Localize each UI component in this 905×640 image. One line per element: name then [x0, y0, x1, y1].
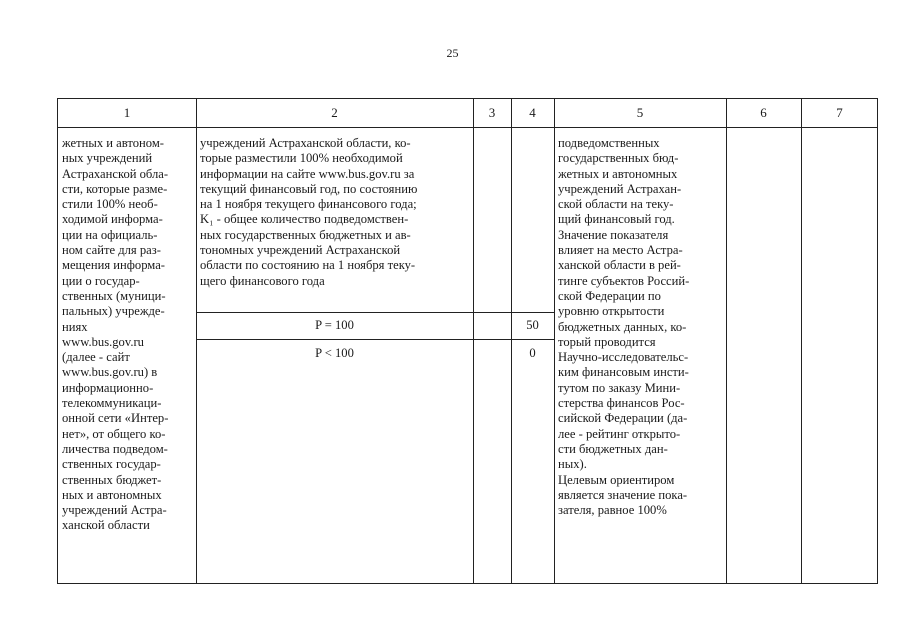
header-divider: [58, 127, 877, 128]
condition-cell: P = 100: [315, 318, 354, 332]
text-line: www.bus.gov.ru: [62, 334, 144, 349]
row-divider: [196, 312, 554, 313]
text-line: сти, которые разме-: [62, 181, 168, 196]
column-divider: [801, 99, 802, 583]
text-line: Целевым ориентиром: [558, 472, 675, 487]
condition-cell: P < 100: [315, 346, 354, 360]
text-line: государственных бюд-: [558, 151, 679, 166]
text-line: торый проводится: [558, 334, 656, 349]
text-line: ходимой информа-: [62, 212, 163, 227]
text-line: ханской области в рей-: [558, 258, 681, 273]
text-line: подведомственных: [558, 136, 660, 150]
text-line: учреждений Астраханской области, ко-: [200, 136, 411, 150]
header-col-4: 4: [529, 105, 536, 120]
text-line: информации на сайте www.bus.gov.ru за: [200, 166, 415, 181]
text-line: ных).: [558, 457, 587, 472]
header-col-5: 5: [636, 105, 644, 120]
header-col-1: 1: [123, 105, 131, 120]
text-line: бюджетных данных, ко-: [558, 319, 687, 334]
text-line: ном сайте для раз-: [62, 243, 161, 258]
text-line: Астраханской обла-: [62, 166, 169, 181]
text-line: стили 100% необ-: [62, 197, 158, 212]
text-line: ственных государ-: [62, 457, 161, 472]
text-line: мещения информа-: [62, 258, 165, 273]
column-divider: [511, 99, 512, 583]
text-line: сийской Федерации (да-: [558, 411, 688, 426]
header-col-3: 3: [488, 105, 496, 120]
column-divider: [726, 99, 727, 583]
text-line: www.bus.gov.ru) в: [62, 365, 158, 380]
text-line: торые разместили 100% необходимой: [200, 151, 403, 166]
text-line: тономных учреждений Астраханской: [200, 243, 401, 258]
text-line: учреждений Астрахан-: [558, 181, 682, 196]
text-line: ственных бюджет-: [62, 472, 162, 487]
header-col-2: 2: [331, 105, 338, 120]
text-line: пальных) учрежде-: [62, 304, 165, 319]
points-cell: 0: [529, 346, 536, 360]
text-line: ных и автономных: [62, 487, 162, 502]
page-number: 25: [446, 46, 459, 60]
text-line: ных учреждений: [62, 151, 153, 166]
column-divider: [473, 99, 474, 583]
text-line: жетных и автоном-: [62, 136, 164, 150]
text-line: тинге субъектов Россий-: [558, 273, 690, 288]
column-divider: [196, 99, 197, 583]
text-line: ции о государ-: [62, 273, 140, 288]
text-line: учреждений Астра-: [62, 503, 167, 518]
text-line: ханской области: [62, 518, 150, 533]
points-cell: 50: [526, 318, 539, 332]
text-line: онной сети «Интер-: [62, 411, 169, 426]
text-line: K₁ - общее количество подведомствен-: [200, 212, 409, 227]
text-line: ким финансовым инсти-: [558, 365, 689, 380]
text-line: (далее - сайт: [62, 350, 130, 365]
text-line: ственных (муници-: [62, 288, 166, 303]
text-line: щий финансовый год.: [558, 212, 675, 227]
text-line: ской области на теку-: [558, 197, 674, 212]
text-line: ных государственных бюджетных и ав-: [200, 227, 411, 242]
text-line: стерства финансов Рос-: [558, 396, 685, 411]
header-col-6: 6: [760, 105, 767, 120]
text-line: личества подведом-: [62, 441, 168, 456]
text-line: зателя, равное 100%: [558, 503, 667, 518]
formula-description-cell: [200, 136, 470, 289]
text-line: жетных и автономных: [558, 166, 678, 181]
text-line: информационно-: [62, 380, 154, 395]
text-line: телекоммуникаци-: [62, 396, 162, 411]
row-divider: [196, 339, 554, 340]
text-line: тутом по заказу Мини-: [558, 380, 681, 395]
text-line: сти бюджетных дан-: [558, 441, 668, 456]
indicator-description-cell: [62, 136, 193, 534]
text-line: Научно-исследовательс-: [558, 350, 689, 365]
text-line: ской Федерации по: [558, 288, 661, 303]
text-line: на 1 ноября текущего финансового года;: [200, 197, 417, 212]
text-line: уровню открытости: [558, 304, 665, 319]
indicator-table: [57, 98, 878, 584]
notes-cell: [558, 136, 723, 518]
text-line: ции на официаль-: [62, 227, 158, 242]
text-line: щего финансового года: [200, 273, 325, 288]
header-col-7: 7: [836, 105, 843, 120]
text-line: ниях: [62, 319, 88, 334]
text-line: области по состоянию на 1 ноября теку-: [200, 258, 416, 273]
text-line: нет», от общего ко-: [62, 426, 166, 441]
text-line: текущий финансовый год, по состоянию: [200, 181, 418, 196]
text-line: влияет на место Астра-: [558, 243, 683, 258]
text-line: лее - рейтинг открыто-: [558, 426, 681, 441]
text-line: Значение показателя: [558, 227, 669, 242]
text-line: является значение пока-: [558, 487, 688, 502]
column-divider: [554, 99, 555, 583]
